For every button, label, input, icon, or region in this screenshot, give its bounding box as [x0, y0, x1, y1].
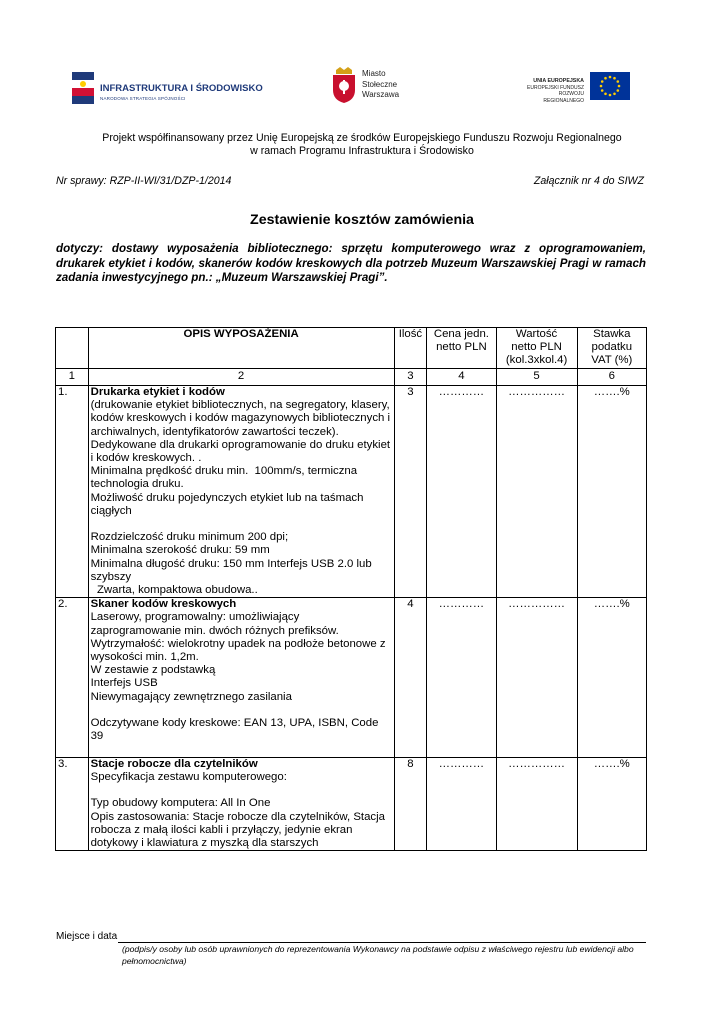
- description-line: Minimalna długość druku: 150 mm Interfejs USB 2.0 lub szybszy: [90, 557, 375, 583]
- row-vat: …….%: [577, 386, 646, 598]
- description-line: Wytrzymałość: wielokrotny upadek na podłoże betonowe z wysokości min. 1,2m.: [90, 637, 389, 664]
- description-line: Typ obudowy komputera: All In One: [90, 797, 271, 810]
- subject-paragraph: dotyczy: dostawy wyposażenia bibliotecznego: sprzętu komputerowego wraz z oprogramowaniem, drukarek etykiet i kodów, skanerów kodów kreskowych dla potrzeb Muzeum Warszawskiej Pragi w ramach zadania inwestycyjnego pn.: „Muzeum Warszawskiej Pragi”.: [56, 242, 646, 284]
- place-date-label: Miejsce i data: [56, 931, 118, 942]
- description-line: Opis zastosowania: Stacje robocze dla czytelników, Stacja robocza z małą ilości kabli i przyłączy, jedynie ekran dotykowy i klawiatura z myszką dla starszych: [90, 810, 389, 849]
- flag-icon: [72, 72, 94, 104]
- row-description: [88, 598, 394, 757]
- page-title: Zestawienie kosztów zamówienia: [250, 212, 474, 228]
- row-number: 1.: [56, 386, 89, 598]
- eu-logo: [518, 72, 633, 106]
- item-name: Stacje robocze dla czytelników: [90, 757, 258, 770]
- warsaw-name-line: Warszawa: [362, 90, 400, 99]
- row-description: [88, 386, 394, 598]
- column-number: 5: [496, 369, 577, 386]
- table-row: [56, 598, 647, 757]
- description-line: Specyfikacja zestawu komputerowego:: [90, 770, 287, 783]
- header-cell-unit-price: Cena jedn. netto PLN: [427, 328, 496, 369]
- eu-logo-line: ROZWOJU REGIONALNEGO: [543, 91, 584, 104]
- warsaw-name-line: Miasto: [362, 69, 386, 78]
- description-line: [91, 518, 392, 531]
- column-number: 2: [88, 369, 394, 386]
- warsaw-name-line: Stołeczne: [362, 79, 398, 89]
- eu-flag-icon: [590, 72, 630, 100]
- description-line: Minimalna szerokość druku: 59 mm: [90, 544, 270, 557]
- column-number-row: [56, 369, 647, 386]
- row-value: ……………: [496, 598, 577, 757]
- description-line: [91, 784, 392, 797]
- item-name: Drukarka etykiet i kodów: [90, 386, 225, 398]
- item-name: Skaner kodów kreskowych: [90, 598, 237, 611]
- row-number: 3.: [56, 757, 89, 850]
- table-row: [56, 757, 647, 850]
- description-line: Laserowy, programowalny: umożliwiający zaprogramowanie min. dwóch różnych prefiksów.: [90, 611, 339, 637]
- case-number: Nr sprawy: RZP-II-WI/31/DZP-1/2014: [56, 175, 232, 187]
- eu-logo-line: UNIA EUROPEJSKA: [533, 78, 584, 84]
- header-cell-value: Wartość netto PLN (kol.3xkol.4): [496, 328, 577, 369]
- warsaw-logo: [330, 66, 420, 108]
- logo-bar: [0, 62, 724, 112]
- row-unit-price: …………: [427, 598, 496, 757]
- table-header-row: [56, 328, 647, 369]
- row-quantity: 3: [394, 386, 427, 598]
- infrastructure-logo: [72, 72, 263, 106]
- header-cell-vat: Stawka podatku VAT (%): [577, 328, 646, 369]
- infrastructure-logo-subtitle: NARODOWA STRATEGIA SPÓJNOŚCI: [100, 96, 186, 101]
- project-line: w ramach Programu Infrastruktura i Środowisko: [250, 145, 474, 157]
- header-cell-description: OPIS WYPOSAŻENIA: [88, 328, 394, 369]
- project-line: Projekt współfinansowany przez Unię Europejską ze środków Europejskiego Funduszu Rozwoju Regionalnego: [102, 132, 622, 144]
- project-note: [0, 132, 724, 158]
- table-row: [56, 386, 647, 598]
- row-value: ……………: [496, 757, 577, 850]
- signature-line: [118, 942, 646, 943]
- signature-note: (podpis/y osoby lub osób uprawnionych do reprezentowania Wykonawcy na podstawie odpisu z właściwego rejestru lub ewidencji albo pełnomocnictwa): [122, 944, 634, 966]
- description-line: Możliwość druku pojedynczych etykiet lub na taśmach ciągłych: [90, 491, 367, 517]
- description-line: Odczytywane kody kreskowe: EAN 13, UPA, ISBN, Code 39: [90, 717, 382, 743]
- header-cell-quantity: Ilość: [394, 328, 427, 369]
- description-line: (drukowanie etykiet bibliotecznych, na segregatory, klasery, kodów kreskowych i kodów magazynowych bibliotecznych i archiwalnych, identyfikatorów zawartości teczek). Dedykowane dla drukarki oprogramowanie do druku etykiet i kodów kreskowych. .: [90, 399, 394, 465]
- warsaw-crest-icon: [330, 66, 358, 104]
- cost-table: [55, 327, 647, 851]
- row-description: [88, 757, 394, 850]
- column-number: 1: [56, 369, 89, 386]
- row-unit-price: …………: [427, 757, 496, 850]
- row-value: ……………: [496, 386, 577, 598]
- annex-label: Załącznik nr 4 do SIWZ: [533, 175, 644, 187]
- row-vat: …….%: [577, 757, 646, 850]
- description-line: Zwarta, kompaktowa obudowa..: [90, 584, 258, 597]
- row-vat: …….%: [577, 598, 646, 757]
- infrastructure-logo-name: INFRASTRUKTURA I ŚRODOWISKO: [100, 83, 263, 94]
- eu-logo-line: EUROPEJSKI FUNDUSZ: [527, 84, 584, 91]
- row-quantity: 4: [394, 598, 427, 757]
- column-number: 6: [577, 369, 646, 386]
- row-unit-price: …………: [427, 386, 496, 598]
- column-number: 3: [394, 369, 427, 386]
- description-line: [91, 743, 392, 756]
- description-line: Interfejs USB: [90, 677, 158, 690]
- row-number: 2.: [56, 598, 89, 757]
- description-line: Minimalna prędkość druku min. 100mm/s, termiczna technologia druku.: [90, 465, 361, 491]
- description-line: Niewymagający zewnętrznego zasilania: [90, 690, 292, 703]
- description-line: Rozdzielczość druku minimum 200 dpi;: [90, 531, 289, 544]
- description-line: [91, 704, 392, 717]
- column-number: 4: [427, 369, 496, 386]
- header-cell-nr: [56, 328, 89, 369]
- row-quantity: 8: [394, 757, 427, 850]
- description-line: W zestawie z podstawką: [90, 664, 216, 677]
